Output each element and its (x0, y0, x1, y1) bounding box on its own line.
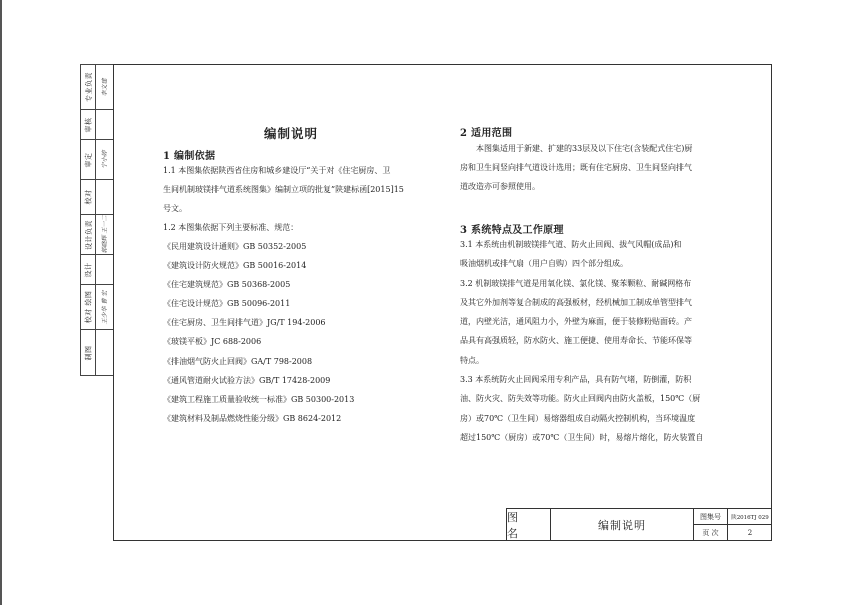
section2-heading: 2 适用范围 (460, 128, 513, 139)
signoff-signature-text: 王少华 曹 宏 (101, 290, 109, 324)
signoff-role-label (82, 140, 96, 179)
signoff-role-text: 专业负责 (84, 72, 93, 102)
atlas-no-label: 图集号 (694, 509, 728, 525)
section3-line: 及其它外加剂等复合制成的高强板材，经机械加工制成单管型排气 (460, 297, 692, 307)
signoff-signature (95, 330, 113, 375)
signoff-row (81, 65, 113, 110)
section3-line: 超过150℃（厨房）或70℃（卫生间）时，易熔片熔化，防火装置自 (460, 432, 704, 442)
section3-line: 品具有高强质轻，防水防火、施工便捷、使用寿命长、节能环保等 (460, 336, 692, 346)
title-block-title: 编制说明 (551, 509, 694, 541)
document-title: 编制说明 (264, 126, 319, 141)
section2-line: 房和卫生间竖向排气道设计选用；既有住宅厨房、卫生间竖向排气 (460, 163, 692, 172)
section1-p1-line: 生间机制玻镁排气道系统图集》编制立项的批复”陕建标函[2015]15 (163, 185, 404, 194)
atlas-no-value: 陕2016TJ 029 (728, 509, 772, 525)
standard-item: 《玻镁平板》JC 688-2006 (163, 337, 262, 347)
signoff-signature (95, 110, 113, 139)
section1-p2-intro: 1.2 本图集依据下列主要标准、规范： (163, 223, 299, 232)
signoff-column (80, 64, 113, 376)
title-block (506, 508, 772, 541)
signoff-role-text: 审核 (84, 117, 93, 132)
signoff-role-label (82, 65, 96, 109)
signoff-signature (95, 65, 113, 109)
signoff-role-label (82, 110, 96, 139)
standard-item: 《住宅厨房、卫生间排气道》JG/T 194-2006 (163, 318, 326, 328)
section1-heading: 1 编制依据 (163, 151, 216, 162)
signoff-row (81, 140, 113, 180)
standard-item: 《住宅建筑规范》GB 50368-2005 (163, 280, 291, 290)
signoff-role-text: 制图 (84, 345, 93, 360)
signoff-row (81, 110, 113, 140)
signoff-row (81, 330, 113, 375)
section1-p1-line: 1.1 本图集依据陕西省住房和城乡建设厅“关于对《住宅厨房、卫 (163, 166, 391, 175)
signoff-role-label (82, 285, 96, 329)
section3-heading: 3 系统特点及工作原理 (460, 225, 564, 236)
signoff-row (81, 215, 113, 255)
section1-p1-line: 号文。 (163, 204, 187, 213)
standard-item: 《住宅设计规范》GB 50096-2011 (163, 299, 291, 309)
section2-line: 本图集适用于新建、扩建的33层及以下住宅(含装配式住宅)厨 (476, 144, 693, 153)
title-block-name-label: 图 名 (507, 509, 551, 541)
signoff-signature (95, 140, 113, 179)
section3-line: 房）或70℃（卫生间）易熔器组成自动隔火控制机构，当环境温度 (460, 413, 696, 423)
standard-item: 《建筑材料及制品燃烧性能分级》GB 8624-2012 (163, 413, 342, 423)
signoff-role-text: 审定 (84, 152, 93, 167)
page-edge-line (0, 0, 2, 605)
section2-body (460, 139, 692, 196)
signoff-row (81, 255, 113, 285)
signoff-role-text: 设计负责 (84, 219, 93, 250)
signoff-role-label (82, 330, 96, 375)
signoff-role-text: 校对 绘图 (84, 290, 93, 324)
signoff-signature-text: 郭晓辉 王一二 (101, 215, 109, 254)
signoff-signature-text: 李文建 (101, 77, 109, 97)
signoff-role-label (82, 180, 96, 214)
standard-item: 《建筑工程施工质量验收统一标准》GB 50300-2013 (163, 394, 355, 404)
signoff-signature (95, 215, 113, 254)
standard-item: 《建筑设计防火规范》GB 50016-2014 (163, 261, 307, 271)
standard-item: 《通风管道耐火试验方法》GB/T 17428-2009 (163, 375, 331, 385)
section1-paragraph1 (163, 161, 404, 237)
standard-item: 《民用建筑设计通则》GB 50352-2005 (163, 242, 307, 251)
section2-line: 道改造亦可参照使用。 (460, 182, 540, 191)
section3-line: 油、防火灾、防失效等功能。防火止回阀内由防火盖板，150℃（厨 (460, 394, 701, 404)
section3-line: 3.2 机制玻镁排气道是用氧化镁、氯化镁、聚苯颗粒、耐碱网格布 (460, 278, 692, 288)
signoff-signature-text: 宁小婷 (101, 150, 109, 169)
signoff-role-label (82, 255, 96, 284)
section3-line: 3.1 本系统由机制玻镁排气道、防火止回阀、拔气风帽(成品)和 (460, 240, 682, 249)
signoff-role-text: 设计 (84, 262, 93, 277)
page-number: 2 (747, 529, 753, 537)
signoff-signature (95, 180, 113, 214)
signoff-role-label (82, 215, 96, 254)
signoff-signature (95, 285, 113, 329)
standards-list (163, 237, 354, 428)
standard-item: 《排油烟气防火止回阀》GA/T 798-2008 (163, 356, 313, 366)
signoff-signature (95, 255, 113, 284)
signoff-row (81, 180, 113, 215)
signoff-row (81, 285, 113, 330)
section3-line: 道，内壁光洁，通风阻力小，外壁为麻面，便于装修粉贴面砖。产 (460, 317, 692, 327)
page-label: 页 次 (694, 525, 728, 541)
section3-body (460, 235, 703, 447)
section3-line: 特点。 (460, 355, 484, 365)
section3-line: 吸油烟机或排气扇（用户自购）四个部分组成。 (460, 259, 628, 269)
section3-line: 3.3 本系统防火止回阀采用专利产品，具有防气堵，防倒灌，防积 (460, 375, 692, 385)
signoff-role-text: 校对 (84, 189, 93, 205)
